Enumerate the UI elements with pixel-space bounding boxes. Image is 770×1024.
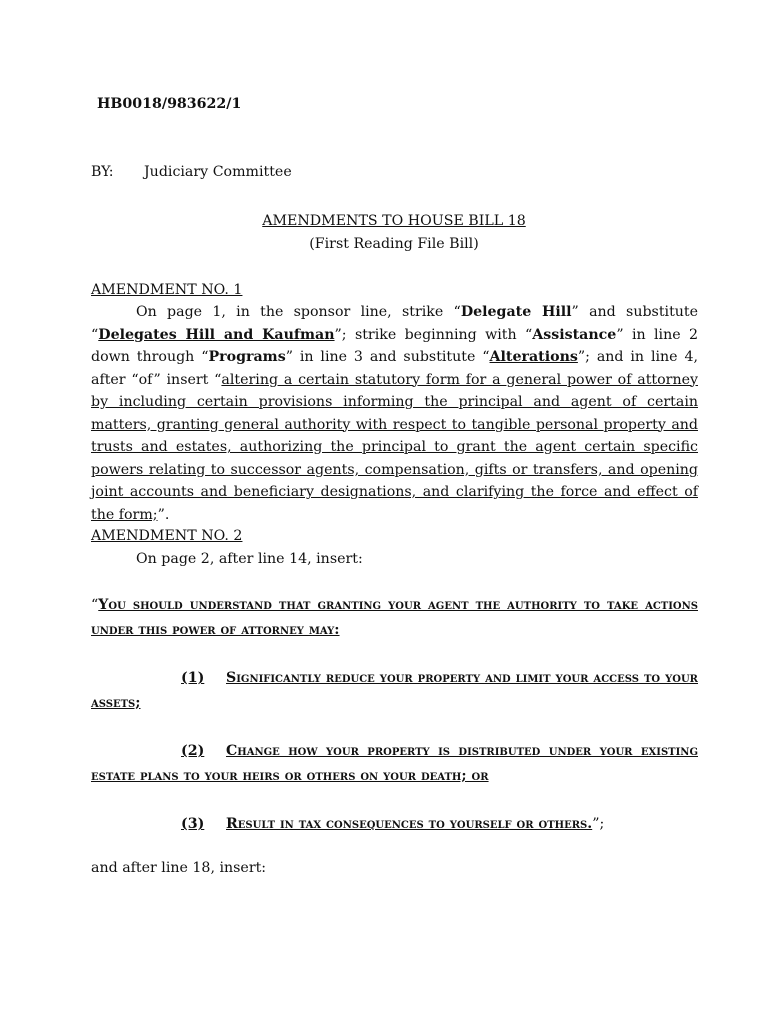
amendment-1-text: On page 1, in the sponsor line, strike “ bbox=[136, 304, 461, 320]
warning-text: You should understand that granting your agent the authority to take actions under this power of attorney may: bbox=[91, 597, 698, 638]
list-item bbox=[91, 812, 698, 837]
by-label: BY: bbox=[91, 164, 114, 180]
amendment-2-intro: On page 2, after line 14, insert: bbox=[136, 551, 363, 567]
closing-quote: ”; bbox=[592, 816, 605, 832]
amendments-title: AMENDMENTS TO HOUSE BILL 18 bbox=[262, 213, 526, 229]
item-text: Change how your property is distributed under your existing estate plans to your heirs or others on your death; or bbox=[91, 743, 698, 784]
strike-start-word: Assistance bbox=[532, 326, 617, 343]
amendments-subtitle: (First Reading File Bill) bbox=[309, 236, 479, 252]
list-item bbox=[91, 739, 698, 789]
by-value: Judiciary Committee bbox=[144, 164, 292, 180]
open-quote: “ bbox=[91, 597, 99, 613]
substituted-sponsor: Delegates Hill and Kaufman bbox=[98, 326, 335, 343]
strike-end-word: Programs bbox=[208, 349, 286, 365]
amendment-1-text: ”; and in line 4, after “of” insert “ bbox=[91, 349, 699, 388]
amendment-1-text: ” in line 3 and substitute “ bbox=[285, 349, 490, 365]
item-number: (1) bbox=[181, 670, 205, 686]
struck-sponsor: Delegate Hill bbox=[460, 304, 572, 320]
item-number: (2) bbox=[181, 743, 205, 759]
amendment-1-text: ” in line 2 down through “ bbox=[91, 326, 699, 365]
amendment-1-title: AMENDMENT NO. 1 bbox=[91, 282, 243, 298]
document-id: HB0018/983622/1 bbox=[97, 96, 242, 112]
by-line bbox=[91, 161, 292, 184]
item-text: Significantly reduce your property and limit your access to your assets; bbox=[91, 670, 698, 711]
amendment-1-text: ”. bbox=[157, 506, 170, 523]
inserted-purpose-text: altering a certain statutory form for a general power of attorney by including certain provisions informing the principal and agent of certain matters, granting general authority with respect to tangible personal property and trusts and estates, authorizing the principal to grant the agent certain specific powers relating to successor agents, compensation, gifts or transfers, and opening joint accounts and beneficiary designations, and clarifying the force and effect of the form; bbox=[91, 371, 698, 523]
amendment-1-text: ” and substitute “ bbox=[91, 304, 698, 343]
item-text: Result in tax consequences to yourself or others. bbox=[226, 816, 593, 832]
warning-paragraph bbox=[91, 593, 698, 643]
item-number: (3) bbox=[181, 816, 205, 832]
amendment-1-body bbox=[91, 301, 698, 526]
list-item bbox=[91, 666, 698, 716]
amendment-2-after: and after line 18, insert: bbox=[91, 860, 267, 876]
amendment-1-text: ”; strike beginning with “ bbox=[334, 326, 533, 343]
amendment-2-title: AMENDMENT NO. 2 bbox=[91, 528, 243, 544]
substituted-word: Alterations bbox=[489, 349, 578, 365]
